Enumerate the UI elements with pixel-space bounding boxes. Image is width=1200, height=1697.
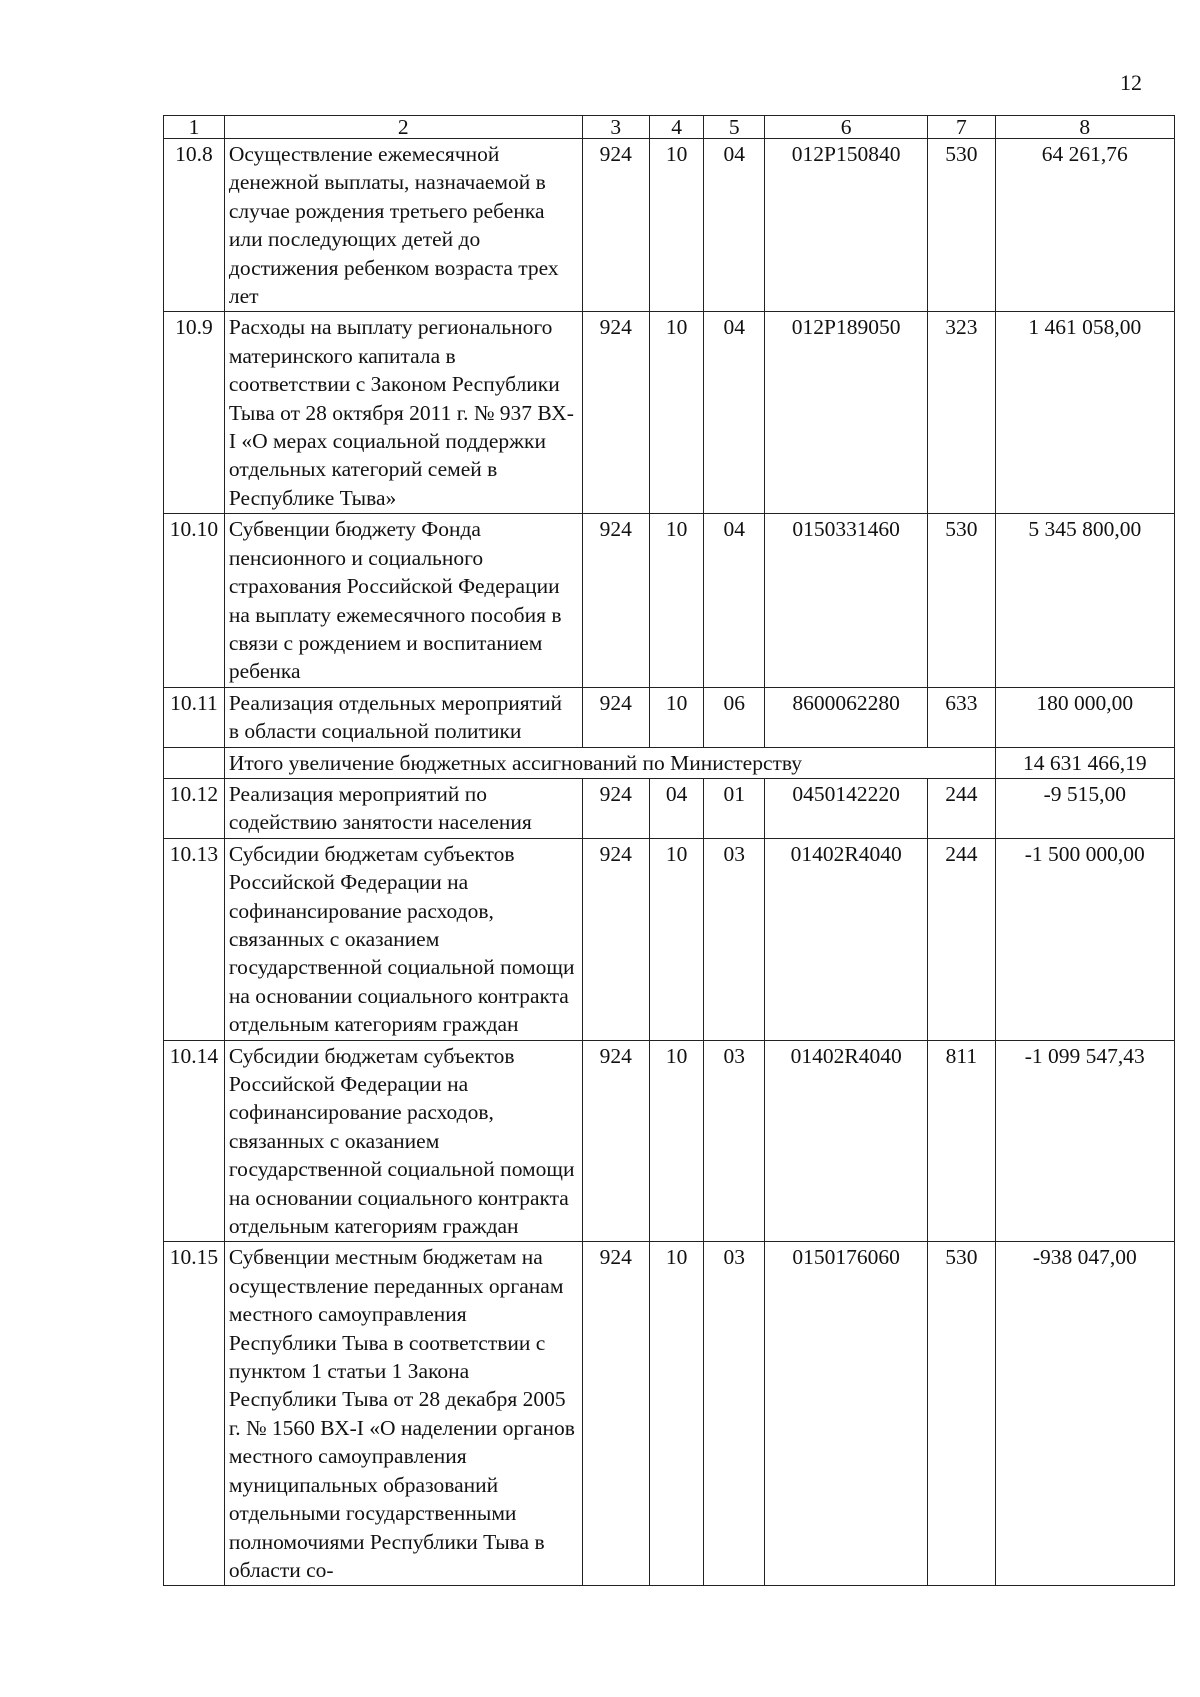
cell-col7: 244: [928, 778, 995, 838]
cell-amount: 5 345 800,00: [995, 514, 1174, 687]
table-row: [164, 312, 1175, 514]
subtotal-row: [164, 747, 1175, 778]
cell-col6: 0150176060: [765, 1242, 928, 1586]
cell-col4: 10: [649, 312, 703, 514]
column-header: 3: [582, 116, 649, 139]
cell-col7: 244: [928, 838, 995, 1040]
row-description: Субсидии бюджетам субъектов Российской Федерации на софинансирование расходов, связанных с оказанием государственной социальной помощи на основании социального контракта отдельным категориям граждан: [224, 838, 582, 1040]
cell-col5: 04: [704, 139, 765, 312]
cell-col6: 012P150840: [765, 139, 928, 312]
cell-col7: 811: [928, 1040, 995, 1242]
cell-col5: 03: [704, 1242, 765, 1586]
cell-amount: -938 047,00: [995, 1242, 1174, 1586]
cell-col5: 04: [704, 312, 765, 514]
subtotal-empty-cell: [164, 747, 225, 778]
cell-col7: 530: [928, 514, 995, 687]
row-number: 10.8: [164, 139, 225, 312]
cell-amount: 180 000,00: [995, 687, 1174, 747]
cell-col5: 06: [704, 687, 765, 747]
subtotal-label: Итого увеличение бюджетных ассигнований по Министерству: [224, 747, 995, 778]
cell-col5: 04: [704, 514, 765, 687]
cell-col5: 01: [704, 778, 765, 838]
row-description: Реализация отдельных мероприятий в области социальной политики: [224, 687, 582, 747]
cell-col3: 924: [582, 778, 649, 838]
column-header: 6: [765, 116, 928, 139]
column-header: 1: [164, 116, 225, 139]
budget-table: [163, 115, 1175, 1586]
table-row: [164, 1242, 1175, 1586]
cell-col3: 924: [582, 1040, 649, 1242]
row-description: Субсидии бюджетам субъектов Российской Федерации на софинансирование расходов, связанных с оказанием государственной социальной помощи на основании социального контракта отдельным категориям граждан: [224, 1040, 582, 1242]
cell-col3: 924: [582, 514, 649, 687]
row-number: 10.10: [164, 514, 225, 687]
table-row: [164, 778, 1175, 838]
column-header: 7: [928, 116, 995, 139]
cell-col7: 323: [928, 312, 995, 514]
table-row: [164, 139, 1175, 312]
row-description: Субвенции местным бюджетам на осуществление переданных органам местного самоуправления Республики Тыва в соответствии с пунктом 1 статьи 1 Закона Республики Тыва от 28 декабря 2005 г. № 1560 ВХ-I «О наделении органов местного самоуправления муниципальных образований отдельными государственными полномочиями Республики Тыва в области со-: [224, 1242, 582, 1586]
row-description: Субвенции бюджету Фонда пенсионного и социального страхования Российской Федерации на выплату ежемесячного пособия в связи с рождением и воспитанием ребенка: [224, 514, 582, 687]
column-header: 5: [704, 116, 765, 139]
cell-col5: 03: [704, 838, 765, 1040]
cell-amount: 64 261,76: [995, 139, 1174, 312]
row-number: 10.11: [164, 687, 225, 747]
cell-col7: 530: [928, 1242, 995, 1586]
cell-amount: -9 515,00: [995, 778, 1174, 838]
cell-col6: 012P189050: [765, 312, 928, 514]
subtotal-amount: 14 631 466,19: [995, 747, 1174, 778]
cell-col4: 10: [649, 514, 703, 687]
cell-amount: -1 500 000,00: [995, 838, 1174, 1040]
row-number: 10.12: [164, 778, 225, 838]
table-row: [164, 838, 1175, 1040]
table-row: [164, 514, 1175, 687]
cell-amount: -1 099 547,43: [995, 1040, 1174, 1242]
cell-col3: 924: [582, 139, 649, 312]
row-number: 10.13: [164, 838, 225, 1040]
page-number: 12: [1120, 70, 1142, 95]
cell-col6: 01402R4040: [765, 838, 928, 1040]
cell-col4: 10: [649, 687, 703, 747]
cell-col6: 0150331460: [765, 514, 928, 687]
row-number: 10.9: [164, 312, 225, 514]
cell-col4: 10: [649, 1242, 703, 1586]
cell-col6: 0450142220: [765, 778, 928, 838]
cell-col5: 03: [704, 1040, 765, 1242]
table-row: [164, 687, 1175, 747]
column-number-row: [164, 116, 1175, 139]
cell-col6: 01402R4040: [765, 1040, 928, 1242]
cell-col6: 8600062280: [765, 687, 928, 747]
cell-col4: 04: [649, 778, 703, 838]
row-number: 10.14: [164, 1040, 225, 1242]
cell-col3: 924: [582, 1242, 649, 1586]
row-description: Реализация мероприятий по содействию занятости населения: [224, 778, 582, 838]
row-number: 10.15: [164, 1242, 225, 1586]
cell-col3: 924: [582, 312, 649, 514]
row-description: Расходы на выплату регионального материнского капитала в соответствии с Законом Республики Тыва от 28 октября 2011 г. № 937 ВХ-I «О мерах социальной поддержки отдельных категорий семей в Республике Тыва»: [224, 312, 582, 514]
cell-col3: 924: [582, 687, 649, 747]
cell-col3: 924: [582, 838, 649, 1040]
cell-col7: 530: [928, 139, 995, 312]
cell-col4: 10: [649, 838, 703, 1040]
cell-amount: 1 461 058,00: [995, 312, 1174, 514]
column-header: 4: [649, 116, 703, 139]
cell-col4: 10: [649, 1040, 703, 1242]
row-description: Осуществление ежемесячной денежной выплаты, назначаемой в случае рождения третьего ребенка или последующих детей до достижения ребенком возраста трех лет: [224, 139, 582, 312]
cell-col4: 10: [649, 139, 703, 312]
cell-col7: 633: [928, 687, 995, 747]
column-header: 2: [224, 116, 582, 139]
column-header: 8: [995, 116, 1174, 139]
table-row: [164, 1040, 1175, 1242]
